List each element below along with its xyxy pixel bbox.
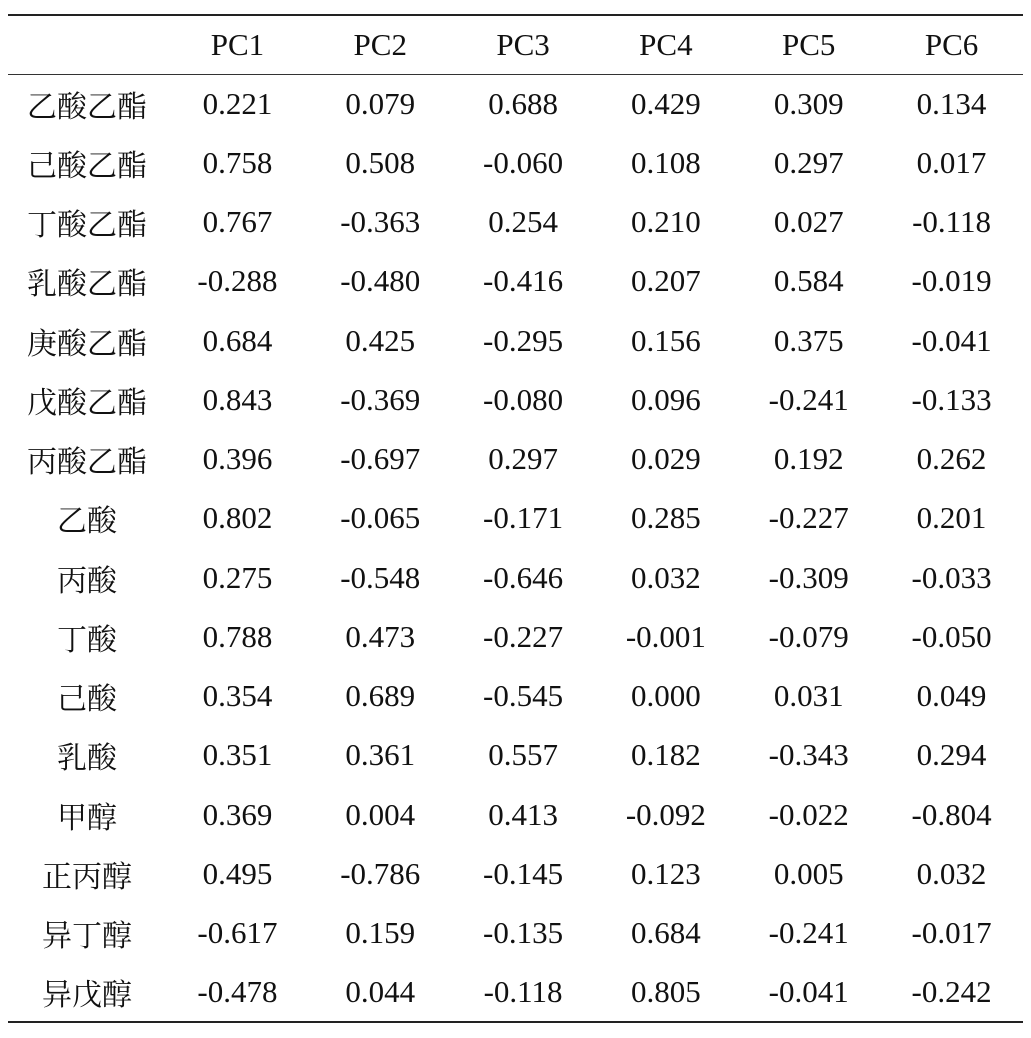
table-row	[8, 607, 1023, 666]
table-row	[8, 844, 1023, 903]
loading-value-pc1: -0.617	[197, 915, 278, 951]
loading-value-pc4: -0.092	[625, 796, 706, 832]
loading-value-pc3: -0.171	[483, 500, 564, 536]
loading-value-pc4: 0.096	[631, 381, 701, 417]
table-row	[8, 904, 1023, 963]
header-cell-pc2: PC2	[309, 15, 452, 74]
loading-value-pc1: 0.275	[202, 559, 273, 595]
loading-value-pc3: 0.297	[488, 441, 558, 477]
loading-value-pc1: 0.369	[202, 796, 273, 832]
loading-value-pc5: -0.041	[737, 963, 880, 1022]
row-label: 乳酸	[57, 741, 118, 777]
loading-value-pc1: 0.354	[202, 678, 273, 714]
row-label: 异戊醇	[8, 963, 166, 1022]
loading-value-pc5: 0.005	[773, 855, 844, 891]
loading-value-pc2: 0.508	[345, 144, 416, 180]
header-cell-pc1: PC1	[166, 15, 309, 74]
loading-value-pc2: 0.425	[345, 322, 416, 358]
header-cell-pc5: PC5	[737, 15, 880, 74]
loading-value-pc3: 0.254	[488, 204, 558, 240]
loadings-table-container	[8, 14, 1023, 1023]
loading-value-pc6: -0.118	[912, 204, 992, 240]
table-row	[8, 726, 1023, 785]
loading-value-pc4: 0.123	[631, 855, 701, 891]
row-label: 乙酸乙酯	[27, 89, 148, 125]
loading-value-pc5: -0.022	[768, 796, 849, 832]
loading-value-pc6: -0.050	[911, 618, 992, 654]
loading-value-pc5: 0.584	[773, 263, 844, 299]
row-label: 乙酸	[57, 504, 118, 540]
row-label: 丁酸乙酯	[27, 208, 148, 244]
loading-value-pc4: 0.429	[631, 85, 701, 121]
table-row	[8, 430, 1023, 489]
loading-value-pc5: 0.031	[773, 678, 844, 714]
loading-value-pc2: 0.004	[345, 796, 416, 832]
loading-value-pc2: 0.473	[345, 618, 416, 654]
loading-value-pc5: 0.297	[773, 144, 844, 180]
loading-value-pc6: -0.041	[911, 322, 992, 358]
loading-value-pc3: -0.060	[483, 144, 564, 180]
loading-value-pc1: 0.758	[202, 144, 273, 180]
loading-value-pc3: 0.413	[488, 796, 558, 832]
table-row	[8, 74, 1023, 133]
loading-value-pc3: -0.545	[483, 678, 564, 714]
loading-value-pc4: -0.001	[625, 618, 706, 654]
loading-value-pc3: -0.295	[483, 322, 564, 358]
loading-value-pc1: 0.684	[202, 322, 273, 358]
table-row	[8, 785, 1023, 844]
loading-value-pc2: -0.480	[340, 263, 421, 299]
loading-value-pc5: -0.241	[768, 915, 849, 951]
loading-value-pc3: -0.080	[483, 381, 564, 417]
loading-value-pc1: 0.495	[202, 855, 273, 891]
header-cell-pc3: PC3	[452, 15, 595, 74]
row-label: 异丁醇	[42, 919, 133, 955]
loading-value-pc5: 0.309	[773, 85, 844, 121]
header-cell-pc4: PC4	[594, 15, 737, 74]
header-row	[8, 15, 1023, 74]
loading-value-pc2: 0.044	[309, 963, 452, 1022]
table-row	[8, 370, 1023, 429]
table-row	[8, 193, 1023, 252]
loading-value-pc2: 0.361	[345, 737, 416, 773]
loading-value-pc5: -0.227	[768, 500, 849, 536]
loading-value-pc2: -0.369	[340, 381, 421, 417]
loading-value-pc1: -0.288	[197, 263, 278, 299]
loading-value-pc6: 0.201	[916, 500, 987, 536]
loading-value-pc3: 0.688	[488, 85, 558, 121]
loading-value-pc1: 0.351	[202, 737, 273, 773]
loading-value-pc1: 0.767	[202, 204, 273, 240]
header-cell-corner	[8, 15, 166, 74]
loading-value-pc3: 0.557	[488, 737, 558, 773]
loading-value-pc4: 0.108	[631, 144, 701, 180]
loading-value-pc5: 0.192	[773, 441, 844, 477]
loading-value-pc4: 0.210	[631, 204, 701, 240]
loading-value-pc3: -0.416	[483, 263, 564, 299]
table-body	[8, 74, 1023, 1022]
loading-value-pc4: 0.156	[631, 322, 701, 358]
row-label: 丁酸	[57, 622, 118, 658]
header-cell-pc6: PC6	[880, 15, 1023, 74]
loading-value-pc1: -0.478	[166, 963, 309, 1022]
loading-value-pc5: 0.375	[773, 322, 844, 358]
loading-value-pc2: -0.697	[340, 441, 421, 477]
table-row	[8, 133, 1023, 192]
loading-value-pc2: -0.363	[340, 204, 421, 240]
loading-value-pc4: 0.684	[631, 915, 701, 951]
loading-value-pc6: 0.032	[916, 855, 987, 891]
table-row	[8, 963, 1023, 1022]
loading-value-pc5: -0.309	[768, 559, 849, 595]
loading-value-pc2: -0.065	[340, 500, 421, 536]
row-label: 甲醇	[57, 800, 118, 836]
loading-value-pc4: 0.000	[631, 678, 701, 714]
loading-value-pc5: 0.027	[773, 204, 844, 240]
table-row	[8, 667, 1023, 726]
loading-value-pc5: -0.241	[768, 381, 849, 417]
loading-value-pc3: -0.145	[483, 855, 564, 891]
loading-value-pc6: 0.134	[916, 85, 987, 121]
table-row	[8, 489, 1023, 548]
loading-value-pc3: -0.135	[483, 915, 564, 951]
loading-value-pc1: 0.396	[202, 441, 273, 477]
loading-value-pc1: 0.221	[202, 85, 273, 121]
table-header	[8, 15, 1023, 74]
row-label: 庚酸乙酯	[27, 326, 148, 362]
row-label: 戊酸乙酯	[27, 385, 148, 421]
loading-value-pc4: 0.805	[594, 963, 737, 1022]
table-row	[8, 252, 1023, 311]
loading-value-pc3: -0.646	[483, 559, 564, 595]
loading-value-pc6: 0.017	[916, 144, 987, 180]
loading-value-pc4: 0.207	[631, 263, 701, 299]
loading-value-pc6: -0.017	[911, 915, 992, 951]
row-label: 己酸	[57, 682, 118, 718]
loading-value-pc4: 0.182	[631, 737, 701, 773]
loading-value-pc4: 0.285	[631, 500, 701, 536]
loading-value-pc6: 0.294	[916, 737, 987, 773]
row-label: 丙酸	[57, 563, 118, 599]
loading-value-pc2: -0.786	[340, 855, 421, 891]
row-label: 己酸乙酯	[27, 148, 148, 184]
loading-value-pc4: 0.032	[631, 559, 701, 595]
loading-value-pc6: 0.049	[916, 678, 987, 714]
loading-value-pc3: -0.118	[452, 963, 595, 1022]
loading-value-pc6: 0.262	[916, 441, 987, 477]
row-label: 丙酸乙酯	[27, 445, 148, 481]
loading-value-pc1: 0.843	[202, 381, 273, 417]
loadings-table	[8, 14, 1023, 1023]
loading-value-pc6: -0.019	[911, 263, 992, 299]
row-label: 正丙醇	[42, 859, 133, 895]
loading-value-pc2: 0.079	[345, 85, 416, 121]
loading-value-pc5: -0.343	[768, 737, 849, 773]
loading-value-pc2: 0.159	[345, 915, 416, 951]
loading-value-pc6: -0.133	[911, 381, 992, 417]
row-label: 乳酸乙酯	[27, 267, 148, 303]
loading-value-pc3: -0.227	[483, 618, 564, 654]
table-row	[8, 311, 1023, 370]
loading-value-pc4: 0.029	[631, 441, 701, 477]
loading-value-pc6: -0.242	[880, 963, 1023, 1022]
loading-value-pc1: 0.802	[202, 500, 273, 536]
loading-value-pc6: -0.033	[911, 559, 992, 595]
loading-value-pc2: 0.689	[345, 678, 416, 714]
loading-value-pc1: 0.788	[202, 618, 273, 654]
loading-value-pc2: -0.548	[340, 559, 421, 595]
table-row	[8, 548, 1023, 607]
loading-value-pc6: -0.804	[911, 796, 992, 832]
loading-value-pc5: -0.079	[768, 618, 849, 654]
